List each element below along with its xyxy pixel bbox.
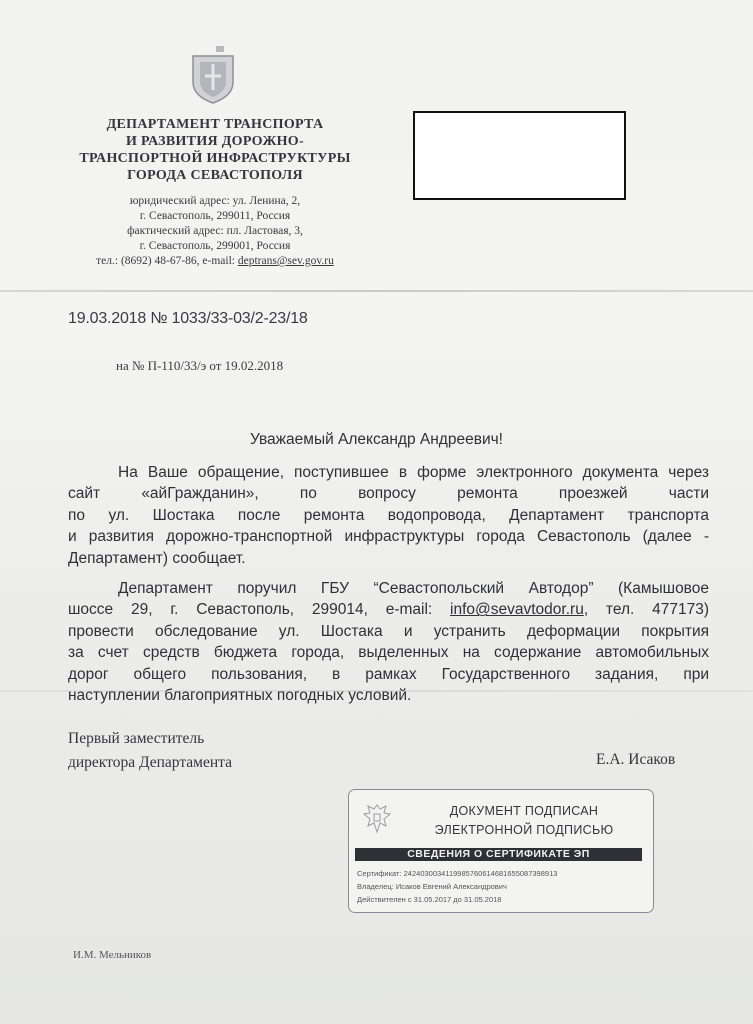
coat-of-arms-icon <box>362 802 392 836</box>
position-line: Первый заместитель <box>68 730 205 747</box>
sevastopol-emblem-icon <box>190 46 236 104</box>
stamp-title: ДОКУМЕНТ ПОДПИСАН <box>449 804 599 818</box>
paragraph-line: Департамент поручил ГБУ “Севастопольский Автодор” (Камышовое <box>118 580 709 597</box>
certificate-validity: Действителен с 31.05.2017 до 31.05.2018 <box>357 895 502 904</box>
signatory-name: Е.А. Исаков <box>596 751 676 768</box>
paper-fold <box>0 290 753 292</box>
contact-line <box>60 255 370 267</box>
org-name-line: ДЕПАРТАМЕНТ ТРАНСПОРТА <box>106 117 324 132</box>
signatory-position <box>68 727 232 775</box>
registration-number: 19.03.2018 № 1033/33-03/2-23/18 <box>68 310 308 327</box>
autodor-email-link[interactable]: info@sevavtodor.ru <box>450 601 584 619</box>
org-name-line: ГОРОДА СЕВАСТОПОЛЯ <box>127 168 303 183</box>
paragraph-line: провести обследование ул. Шостака и устранить деформации покрытия <box>68 622 709 640</box>
paragraph-line: сайт «айГражданин», по вопросу ремонта проезжей части <box>68 485 709 503</box>
paragraph-text: шоссе 29, г. Севастополь, 299014, e-mail: <box>68 601 451 619</box>
certificate-info-bar: СВЕДЕНИЯ О СЕРТИФИКАТЕ ЭП <box>355 848 642 861</box>
address-line: г. Севастополь, 299011, Россия <box>139 210 291 222</box>
paragraph-1 <box>68 462 709 569</box>
paragraph-line: Департамент) сообщает. <box>68 549 246 567</box>
org-name-line: И РАЗВИТИЯ ДОРОЖНО- <box>126 134 304 149</box>
reference-number: на № П-110/33/э от 19.02.2018 <box>116 358 284 373</box>
paragraph-line: наступлении благоприятных погодных условий. <box>68 687 412 705</box>
paragraph-2 <box>68 578 709 706</box>
contact-phone: тел.: (8692) 48-67-86, e-mail: <box>96 255 238 267</box>
contact-email-link[interactable]: deptrans@sev.gov.ru <box>237 255 334 267</box>
address-line: юридический адрес: ул. Ленина, 2, <box>129 195 301 207</box>
paragraph-line: за счет средств бюджета города, выделенных на содержание автомобильных <box>68 644 709 662</box>
paragraph-line: дорог общего пользования, в рамках Государственного задания, при <box>68 665 709 683</box>
redacted-recipient-box <box>413 111 626 200</box>
address-line: г. Севастополь, 299001, Россия <box>139 240 291 252</box>
certificate-owner: Владелец: Исаков Евгений Александрович <box>357 882 507 891</box>
certificate-number: Сертификат: 2424030034119985760614681655087398913 <box>357 869 558 878</box>
paragraph-line-with-email <box>68 599 709 620</box>
e-signature-stamp <box>348 789 654 913</box>
paragraph-line: по ул. Шостака после ремонта водопровода, Департамент транспорта <box>68 506 709 524</box>
paragraph-line: и развития дорожно-транспортной инфраструктуры города Севастополь (далее - <box>68 528 709 546</box>
position-line: директора Департамента <box>68 754 232 771</box>
stamp-title: ЭЛЕКТРОННОЙ ПОДПИСЬЮ <box>434 823 614 837</box>
greeting: Уважаемый Александр Андреевич! <box>250 431 503 448</box>
paragraph-line: На Ваше обращение, поступившее в форме электронного документа через <box>118 464 709 481</box>
address-line: фактический адрес: пл. Ластовая, 3, <box>127 225 303 237</box>
org-name-line: ТРАНСПОРТНОЙ ИНФРАСТРУКТУРЫ <box>79 151 351 166</box>
paragraph-text: , тел. 477173) <box>583 601 709 619</box>
executor-name: И.М. Мельников <box>73 949 152 961</box>
